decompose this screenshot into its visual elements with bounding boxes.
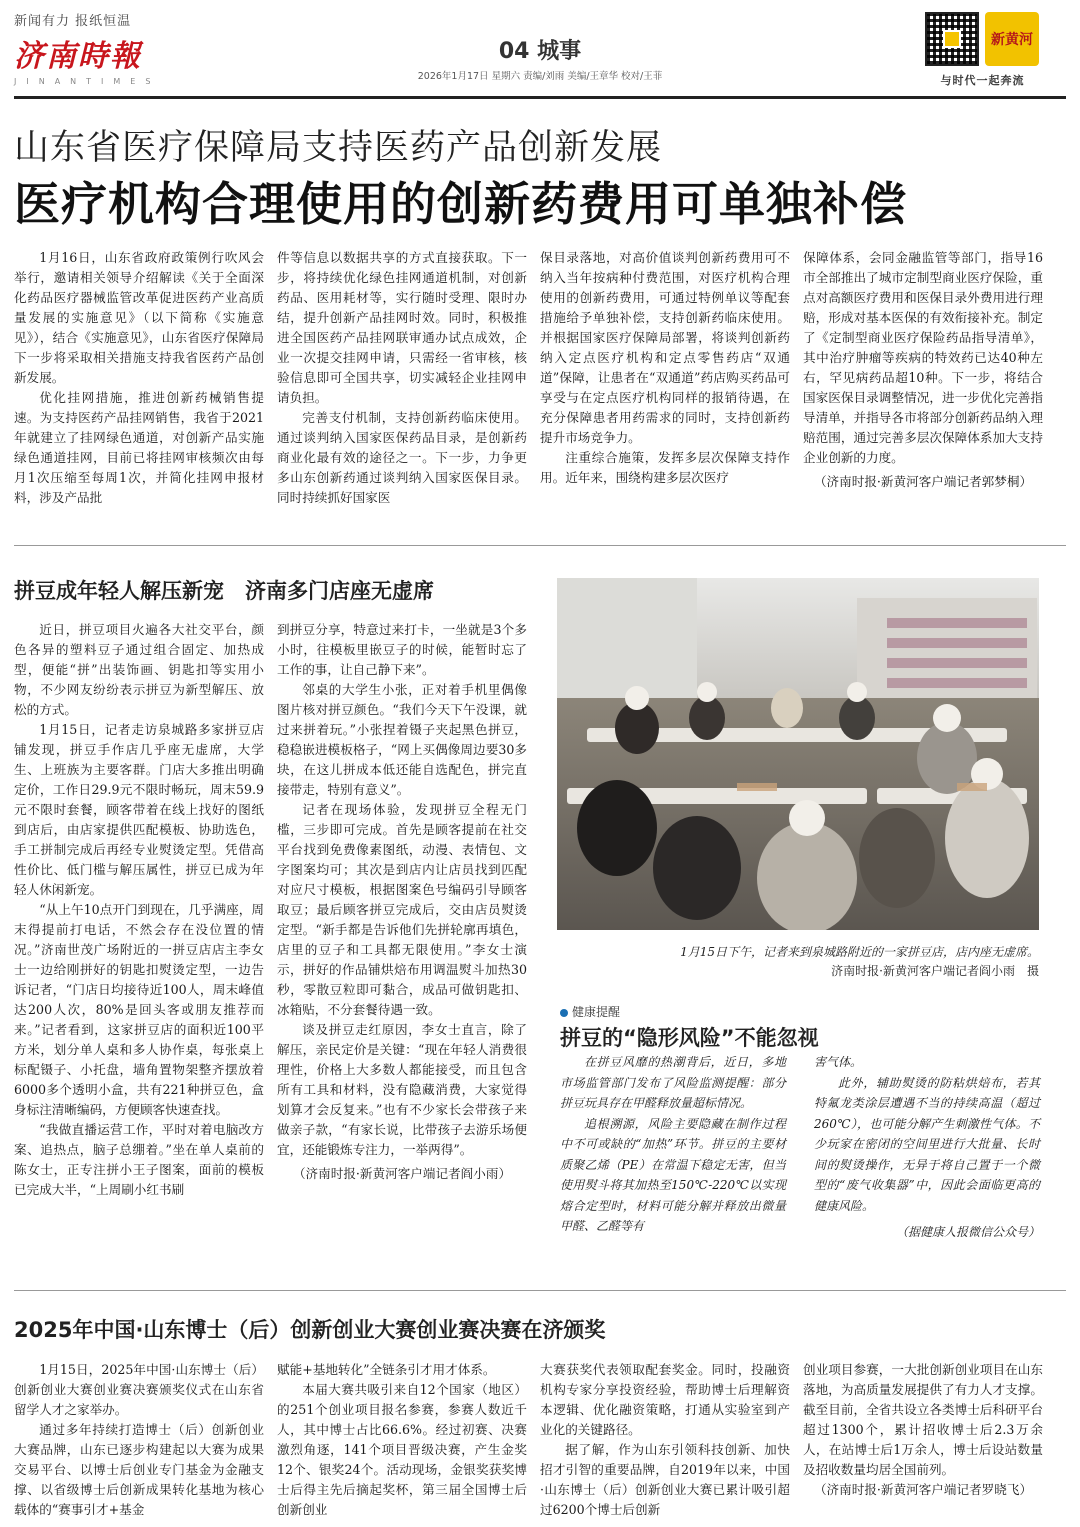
section-divider: [14, 1290, 1066, 1291]
paragraph: 1月16日，山东省政府政策例行吹风会举行，邀请相关领导介绍解读《关于全面深化药品医疗器械监管改革促进医药产业高质量发展的实施意见》（以下简称《实施意见》），结合《实施意见》，山东省医疗保障局下一步将采取相关措施支持我省医药产品创新发展。: [14, 250, 264, 385]
paragraph: 1月15日，记者走访泉城路多家拼豆店铺发现，拼豆手作店几乎座无虚席，大学生、上班族为主要客群。门店大多推出明确定价，工作日29.9元不限时畅玩，周末59.9元不限时套餐，顾客带着在线上找好的图纸到店后，由店家提供匹配模板、协助选色，手工拼制完成后再经专业熨烫定型。凭借高性价比、低门槛与解压属性，拼豆已成为年轻人休闲新宠。: [14, 722, 264, 897]
paragraph: 据了解，作为山东引领科技创新、加快招才引智的重要品牌，自2019年以来，中国·山东博士（后）创新创业大赛已累计吸引超过6200个博士后创新: [540, 1442, 790, 1517]
brand-slogan: 与时代一起奔流: [940, 74, 1025, 87]
pindou-title: 拼豆成年轻人解压新宠 济南多门店座无虚席: [14, 579, 434, 603]
caption-text: 1月15日下午，记者来到泉城路附近的一家拼豆店，店内座无虚席。: [680, 945, 1039, 959]
paragraph: 到拼豆分享，特意过来打卡，一坐就是3个多小时，往模板里嵌豆子的时候，能暂时忘了工作的事，让自己静下来”。: [277, 622, 527, 677]
health-column-2: [814, 1052, 1040, 1243]
health-tag: [560, 1003, 620, 1020]
paragraph: 本届大赛共吸引来自12个国家（地区）的251个创业项目报名参赛，参赛人数近千人，其中博士占比66.6%。经过初赛、决赛激烈角逐，141个项目晋级决赛，产生金奖12个、银奖24个。活动现场，金银奖获奖博士后得主先后摘起奖杯，第三届全国博士后创新创业: [277, 1382, 527, 1517]
masthead-slogan: 新闻有力 报纸恒温: [14, 14, 132, 29]
paragraph: 通过多年持续打造博士（后）创新创业大赛品牌，山东已逐步构建起以大赛为成果交易平台、以博士后创业专门基金为金融支撑、以省级博士后创新成果转化基地为核心载体的“赛事引才+基金: [14, 1422, 264, 1517]
postdoc-column-3: [540, 1360, 790, 1520]
paragraph: 保障体系，会同金融监管等部门，指导16市全部推出了城市定制型商业医疗保险，重点对高额医疗费用和医保目录外费用进行理赔，形成对基本医保的有效衔接补充。制定了《定制型商业医疗保险药品指导清单》，其中治疗肿瘤等疾病的特效药已达40种左右，罕见病药品超10种。下一步，将结合国家医保目录调整情况，进一步优化完善指导清单，并指导各市将部分创新药品纳入理赔范围，通过完善多层次保障体系加大支持企业创新的力度。: [803, 250, 1043, 465]
byline: （济南时报·新黄河客户端记者阎小雨）: [292, 1166, 512, 1181]
brand-logo: 新黄河: [985, 12, 1039, 66]
section-divider: [14, 545, 1066, 546]
dateline: 2026年1月17日 星期六 责编/刘雨 美编/王章华 校对/王菲: [417, 71, 663, 82]
postdoc-title: 2025年中国·山东博士（后）创新创业大赛创业赛决赛在济颁奖: [14, 1318, 606, 1342]
paragraph: 记者在现场体验，发现拼豆全程无门槛，三步即可完成。首先是顾客提前在社交平台找到免费像素图纸，动漫、表情包、文字图案均可；其次是到店内让店员找到匹配对应尺寸模板，根据图案色号编码引导顾客取豆；最后顾客拼豆完成后，交由店员熨烫定型。“新手都是告诉他们先拼轮廓再填色，店里的豆子和工具都无限使用。”李女士演示，拼好的作品铺烘焙布用调温熨斗加热30秒，零散豆粒即可黏合，成品可做钥匙扣、冰箱贴，不分套餐待遇一致。: [277, 802, 527, 1017]
photo-credit: 济南时报·新黄河客户端记者阎小雨 摄: [831, 964, 1039, 978]
lead-column-3: [540, 248, 790, 488]
postdoc-column-4: [803, 1360, 1043, 1500]
paragraph: 近日，拼豆项目火遍各大社交平台，颜色各异的塑料豆子通过组合固定、加热成型，便能“拼”出装饰画、钥匙扣等实用小物，不少网友纷纷表示拼豆为新型解压、放松的方式。: [14, 622, 264, 717]
qr-code-icon[interactable]: [925, 12, 979, 66]
byline: （据健康人报微信公众号）: [895, 1225, 1040, 1239]
paragraph: “我做直播运营工作，平时对着电脑改方案、追热点，脑子总绷着。”坐在单人桌前的陈女士，正专注拼小王子图案，面前的模板已完成大半，“上周刷小红书刷: [14, 1122, 264, 1197]
header-rule: [14, 96, 1066, 99]
bullet-icon: [560, 1009, 568, 1017]
newspaper-logo-en: JINANTIMES: [14, 77, 161, 86]
postdoc-column-1: [14, 1360, 264, 1520]
paragraph: 谈及拼豆走红原因，李女士直言，除了解压，亲民定价是关键：“现在年轻人消费很理性，价格上大多数人都能接受，而且包含所有工具和材料，没有隐藏消费，大家觉得划算才会反复来。”也有不少家长会带孩子来做亲子款，“有家长说，比带孩子去游乐场便宜，还能锻炼专注力，一举两得”。: [277, 1022, 527, 1157]
paragraph: 件等信息以数据共享的方式直接获取。下一步，将持续优化绿色挂网通道机制，对创新药品、医用耗材等，实行随时受理、限时办结，提升创新产品挂网时效。同时，积极推进全国医药产品挂网联审通办试点成效，企业一次提交挂网申请，只需经一省审核，核验信息即可全国共享，切实减轻企业挂网申请负担。: [277, 250, 527, 405]
health-column-1: [560, 1052, 786, 1237]
paragraph: 此外，辅助熨烫的防粘烘焙布，若其特氟龙类涂层遭遇不当的持续高温（超过260℃），也可能分解产生刺激性气体。不少玩家在密闭的空间里进行大批量、长时间的熨烫操作，无异于将自己置于一个微型的“废气收集器”中，因此会面临更高的健康风险。: [814, 1075, 1040, 1213]
postdoc-column-2: [277, 1360, 527, 1520]
byline: （济南时报·新黄河客户端记者郭梦桐）: [813, 474, 1033, 489]
page-section-title: 04 城事: [498, 39, 582, 64]
pindou-column-2: [277, 620, 527, 1184]
paragraph: 保目录落地，对高价值谈判创新药费用可不纳入当年按病种付费范围，对医疗机构合理使用的创新药费用，可通过特例单议等配套措施给予单独补偿，支持创新药临床使用。并根据国家医疗保障局部署，将谈判创新药纳入定点医疗机构和定点零售药店“双通道”保障，让患者在“双通道”药店购买药品可享受与在定点医疗机构同样的报销待遇，在充分保障患者用药需求的同时，支持创新药提升市场竞争力。: [540, 250, 790, 445]
bead-shop-photo-illustration: [557, 578, 1039, 930]
pindou-column-1: [14, 620, 264, 1200]
byline: （济南时报·新黄河客户端记者罗晓飞）: [813, 1482, 1033, 1497]
store-photo: [557, 578, 1039, 930]
paragraph: 1月15日，2025年中国·山东博士（后）创新创业大赛创业赛决赛颁奖仪式在山东省留学人才之家举办。: [14, 1362, 264, 1417]
paragraph: “从上午10点开门到现在，几乎满座，周末得提前打电话，不然会存在没位置的情况。”济南世茂广场附近的一拼豆店店主李女士一边给刚拼好的钥匙扣熨烫定型，一边告诉记者，“门店日均接待近100人，周末峰值达200人次，80%是回头客或朋友推荐而来。”记者看到，这家拼豆店的面积近100平方米，划分单人桌和多人协作桌，每张桌上标配镊子、小托盘，墙角置物架整齐摆放着6000多个透明小盒，共有221种拼豆色，盒身标注清晰编码，方便顾客快速查找。: [14, 902, 264, 1117]
lead-kicker: 山东省医疗保障局支持医药产品创新发展: [14, 128, 663, 168]
paragraph: 注重综合施策，发挥多层次保障支持作用。近年来，围绕构建多层次医疗: [540, 450, 790, 485]
paragraph: 邻桌的大学生小张，正对着手机里偶像图片核对拼豆颜色。“我们今天下午没课，就过来拼着玩。”小张捏着镊子夹起黑色拼豆，稳稳嵌进模板格子，“网上买偶像周边要30多块，在这儿拼成本低还能自选配色，拼完直接带走，特别有意义”。: [277, 682, 527, 797]
health-title: 拼豆的“隐形风险”不能忽视: [560, 1026, 819, 1050]
paragraph: 在拼豆风靡的热潮背后，近日，多地市场监管部门发布了风险监测提醒：部分拼豆玩具存在甲醛释放量超标情况。: [560, 1055, 786, 1110]
health-tag-label: 健康提醒: [572, 1005, 621, 1019]
paragraph: 优化挂网措施，推进创新药械销售提速。为支持医药产品挂网销售，我省于2021年就建立了挂网绿色通道，对创新产品实施绿色通道挂网，目前已将挂网审核频次由每月1次压缩至每周1次，并简化挂网申报材料，涉及产品批: [14, 390, 264, 505]
paragraph: 创业项目参赛，一大批创新创业项目在山东落地，为高质量发展提供了有力人才支撑。截至目前，全省共设立各类博士后科研平台超过1300个，累计招收博士后2.3万余人，在站博士后1万余人，博士后设站数量及招收数量均居全国前列。: [803, 1362, 1043, 1477]
paragraph: 害气体。: [814, 1055, 863, 1069]
lead-headline: 医疗机构合理使用的创新药费用可单独补偿: [14, 177, 907, 231]
lead-column-4: [803, 248, 1043, 492]
paragraph: 赋能+基地转化”全链条引才用才体系。: [277, 1362, 496, 1377]
newspaper-logo: 济南時報: [14, 39, 142, 74]
paragraph: 完善支付机制，支持创新药临床使用。通过谈判纳入国家医保药品目录，是创新药商业化最有效的途径之一。下一步，力争更多山东创新药通过谈判纳入国家医保目录。同时持续抓好国家医: [277, 410, 527, 505]
lead-column-1: [14, 248, 264, 508]
paragraph: 追根溯源，风险主要隐藏在制作过程中不可或缺的“加热”环节。拼豆的主要材质聚乙烯（PE）在常温下稳定无害，但当使用熨斗将其加热至150℃-220℃以实现熔合定型时，材料可能分解并释放出微量甲醛、乙醛等有: [560, 1116, 786, 1233]
lead-column-2: [277, 248, 527, 508]
paragraph: 大赛获奖代表领取配套奖金。同时，投融资机构专家分享投资经验，帮助博士后理解资本逻辑、优化融资策略，打通从实验室到产业化的关键路径。: [540, 1362, 790, 1437]
photo-caption: [557, 943, 1039, 981]
